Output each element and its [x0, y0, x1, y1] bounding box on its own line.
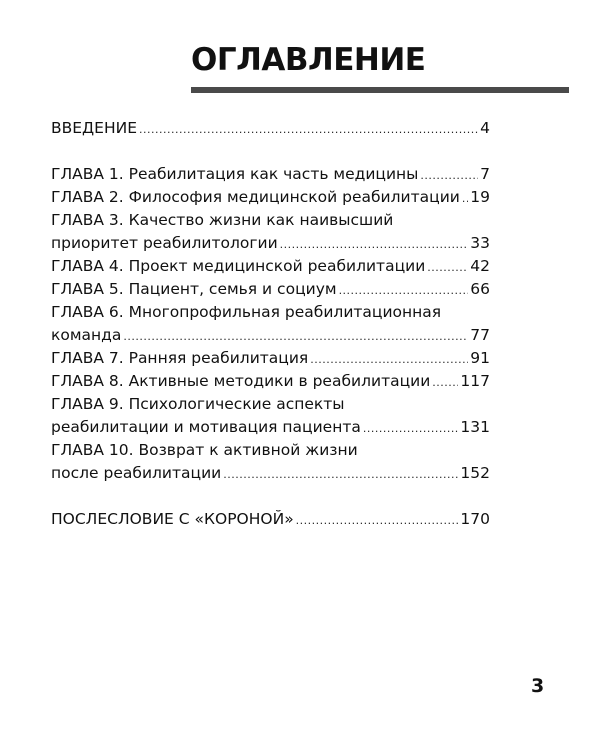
toc-entry-page: 33 [470, 234, 490, 252]
dot-leader [420, 166, 478, 186]
toc-entry-text: ГЛАВА 2. Философия медицинской реабилитации [51, 188, 460, 206]
dot-leader [280, 235, 469, 255]
toc-entry-page: 42 [470, 257, 490, 275]
toc-entry-intro[interactable] [51, 118, 490, 140]
toc-entry-page: 117 [460, 372, 490, 390]
toc-entry-chapter-10-line1[interactable]: ГЛАВА 10. Возврат к активной жизни [51, 441, 358, 459]
dot-leader [296, 511, 459, 531]
toc-entry-text: ВВЕДЕНИЕ [51, 119, 138, 137]
toc-entry-chapter-2[interactable] [51, 187, 490, 209]
toc-entry-page: 66 [470, 280, 490, 298]
toc-entry-chapter-3-line1[interactable]: ГЛАВА 3. Качество жизни как наивысший [51, 211, 394, 229]
dot-leader [363, 419, 459, 439]
toc-entry-text: ГЛАВА 8. Активные методики в реабилитации [51, 372, 431, 390]
dot-leader [139, 120, 478, 140]
dot-leader [462, 189, 468, 209]
toc-entry-page: 131 [460, 418, 490, 436]
page-title: ОГЛАВЛЕНИЕ [191, 42, 426, 78]
toc-entry-chapter-8[interactable] [51, 371, 490, 393]
toc-entry-text: после реабилитации [51, 464, 222, 482]
toc-entry-chapter-7[interactable] [51, 348, 490, 370]
toc-entry-text: приоритет реабилитологии [51, 234, 278, 252]
toc-entry-page: 77 [470, 326, 490, 344]
toc-entry-page: 91 [470, 349, 490, 367]
toc-entry-page: 19 [470, 188, 490, 206]
toc-entry-chapter-9-line1[interactable]: ГЛАВА 9. Психологические аспекты [51, 395, 345, 413]
toc-entry-text: команда [51, 326, 122, 344]
toc-entry-chapter-5[interactable] [51, 279, 490, 301]
dot-leader [432, 373, 458, 393]
toc-entry-page: 170 [460, 510, 490, 528]
dot-leader [123, 327, 468, 347]
toc-entry-chapter-1[interactable] [51, 164, 490, 186]
toc-entry-chapter-4[interactable] [51, 256, 490, 278]
dot-leader [310, 350, 468, 370]
toc-entry-afterword[interactable] [51, 509, 490, 531]
toc-entry-text: ГЛАВА 7. Ранняя реабилитация [51, 349, 309, 367]
toc-entry-page: 152 [460, 464, 490, 482]
toc-entry-text: ГЛАВА 1. Реабилитация как часть медицины [51, 165, 419, 183]
toc-entry-page: 7 [480, 165, 490, 183]
toc-entry-page: 4 [480, 119, 490, 137]
title-underline [191, 87, 569, 93]
toc-entry-text: реабилитации и мотивация пациента [51, 418, 361, 436]
toc-entry-text: ПОСЛЕСЛОВИЕ С «КОРОНОЙ» [51, 510, 294, 528]
dot-leader [223, 465, 458, 485]
toc-entry-text: ГЛАВА 5. Пациент, семья и социум [51, 280, 337, 298]
toc-entry-chapter-6-line1[interactable]: ГЛАВА 6. Многопрофильная реабилитационная [51, 303, 442, 321]
page-number: 3 [531, 675, 545, 697]
toc-entry-text: ГЛАВА 4. Проект медицинской реабилитации [51, 257, 426, 275]
toc-entry-chapter-9[interactable] [51, 417, 490, 439]
dot-leader [339, 281, 469, 301]
dot-leader [427, 258, 468, 278]
toc-entry-chapter-10[interactable] [51, 463, 490, 485]
toc-entry-chapter-3[interactable] [51, 233, 490, 255]
toc-entry-chapter-6[interactable] [51, 325, 490, 347]
